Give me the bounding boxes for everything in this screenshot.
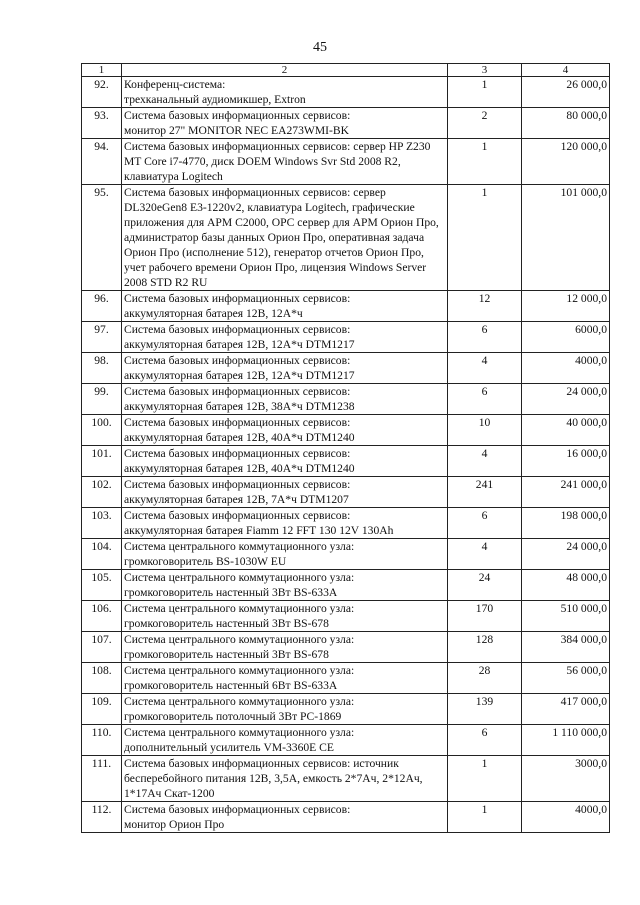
amount-cell: 56 000,0	[522, 663, 610, 694]
table-row	[82, 601, 610, 632]
table-row	[82, 291, 610, 322]
amount-cell: 120 000,0	[522, 139, 610, 185]
row-number-cell: 101.	[82, 446, 122, 477]
amount-cell: 6000,0	[522, 322, 610, 353]
row-number-cell: 107.	[82, 632, 122, 663]
table-row	[82, 446, 610, 477]
table-row	[82, 508, 610, 539]
quantity-cell: 4	[448, 539, 522, 570]
quantity-cell: 1	[448, 185, 522, 291]
description-cell: Система базовых информационных сервисов: аккумуляторная батарея 12В, 12А*ч DTM1217	[122, 353, 448, 384]
row-number-cell: 110.	[82, 725, 122, 756]
quantity-cell: 128	[448, 632, 522, 663]
quantity-cell: 24	[448, 570, 522, 601]
column-header-4: 4	[522, 64, 610, 77]
table-row	[82, 570, 610, 601]
quantity-cell: 2	[448, 108, 522, 139]
table-row	[82, 756, 610, 802]
quantity-cell: 1	[448, 756, 522, 802]
amount-cell: 510 000,0	[522, 601, 610, 632]
amount-cell: 24 000,0	[522, 384, 610, 415]
column-header-2: 2	[122, 64, 448, 77]
quantity-cell: 4	[448, 446, 522, 477]
quantity-cell: 139	[448, 694, 522, 725]
description-cell: Система базовых информационных сервисов: аккумуляторная батарея Fiamm 12 FFT 130 12V 130Ah	[122, 508, 448, 539]
row-number-cell: 92.	[82, 77, 122, 108]
table-row	[82, 694, 610, 725]
quantity-cell: 1	[448, 139, 522, 185]
row-number-cell: 99.	[82, 384, 122, 415]
quantity-cell: 28	[448, 663, 522, 694]
row-number-cell: 100.	[82, 415, 122, 446]
description-cell: Система базовых информационных сервисов: монитор Орион Про	[122, 802, 448, 833]
amount-cell: 198 000,0	[522, 508, 610, 539]
row-number-cell: 98.	[82, 353, 122, 384]
description-cell: Система центрального коммутационного узла: дополнительный усилитель VM-3360E CE	[122, 725, 448, 756]
table-row	[82, 353, 610, 384]
description-cell: Система центрального коммутационного узла: громкоговоритель BS-1030W EU	[122, 539, 448, 570]
column-header-3: 3	[448, 64, 522, 77]
quantity-cell: 6	[448, 322, 522, 353]
amount-cell: 40 000,0	[522, 415, 610, 446]
table-row	[82, 77, 610, 108]
amount-cell: 1 110 000,0	[522, 725, 610, 756]
description-cell: Система базовых информационных сервисов: аккумуляторная батарея 12В, 7А*ч DTM1207	[122, 477, 448, 508]
description-cell: Система базовых информационных сервисов: сервер HP Z230 MT Core i7-4770, диск DOEM Windows Svr Std 2008 R2, клавиатура Logitech	[122, 139, 448, 185]
quantity-cell: 12	[448, 291, 522, 322]
quantity-cell: 6	[448, 725, 522, 756]
row-number-cell: 102.	[82, 477, 122, 508]
row-number-cell: 112.	[82, 802, 122, 833]
amount-cell: 241 000,0	[522, 477, 610, 508]
table-row	[82, 725, 610, 756]
amount-cell: 80 000,0	[522, 108, 610, 139]
amount-cell: 12 000,0	[522, 291, 610, 322]
row-number-cell: 95.	[82, 185, 122, 291]
amount-cell: 3000,0	[522, 756, 610, 802]
quantity-cell: 10	[448, 415, 522, 446]
description-cell: Система базовых информационных сервисов: источник бесперебойного питания 12В, 3,5А, емкость 2*7Ач, 2*12Ач, 1*17Ач Скат-1200	[122, 756, 448, 802]
row-number-cell: 111.	[82, 756, 122, 802]
table-row	[82, 477, 610, 508]
table-row	[82, 539, 610, 570]
row-number-cell: 93.	[82, 108, 122, 139]
row-number-cell: 97.	[82, 322, 122, 353]
table-row	[82, 322, 610, 353]
amount-cell: 24 000,0	[522, 539, 610, 570]
amount-cell: 4000,0	[522, 353, 610, 384]
quantity-cell: 4	[448, 353, 522, 384]
row-number-cell: 106.	[82, 601, 122, 632]
description-cell: Система базовых информационных сервисов: аккумуляторная батарея 12В, 12А*ч DTM1217	[122, 322, 448, 353]
amount-cell: 101 000,0	[522, 185, 610, 291]
amount-cell: 26 000,0	[522, 77, 610, 108]
description-cell: Система базовых информационных сервисов: монитор 27" MONITOR NEC EA273WMI-BK	[122, 108, 448, 139]
amount-cell: 16 000,0	[522, 446, 610, 477]
page-number: 45	[313, 40, 327, 55]
description-cell: Система базовых информационных сервисов: аккумуляторная батарея 12В, 40А*ч DTM1240	[122, 446, 448, 477]
amount-cell: 384 000,0	[522, 632, 610, 663]
description-cell: Конференц-система: трехканальный аудиомикшер, Extron	[122, 77, 448, 108]
equipment-table	[81, 63, 610, 833]
table-header-row	[82, 64, 610, 77]
table-row	[82, 415, 610, 446]
description-cell: Система базовых информационных сервисов: аккумуляторная батарея 12В, 40А*ч DTM1240	[122, 415, 448, 446]
row-number-cell: 94.	[82, 139, 122, 185]
row-number-cell: 105.	[82, 570, 122, 601]
quantity-cell: 6	[448, 508, 522, 539]
description-cell: Система центрального коммутационного узла: громкоговоритель настенный 3Вт BS-678	[122, 601, 448, 632]
description-cell: Система базовых информационных сервисов: сервер DL320eGen8 E3-1220v2, клавиатура Logitech, графические приложения для АРМ С2000, OPC сервер для АРМ Орион Про, администратор базы данных Орион Про, оперативная задача Орион Про (исполнение 512), генератор отчетов Орион Про, учет рабочего времени Орион Про, лицензия Windows Server 2008 STD R2 RU	[122, 185, 448, 291]
table-row	[82, 802, 610, 833]
table-row	[82, 108, 610, 139]
column-header-1: 1	[82, 64, 122, 77]
amount-cell: 417 000,0	[522, 694, 610, 725]
description-cell: Система центрального коммутационного узла: громкоговоритель настенный 6Вт BS-633А	[122, 663, 448, 694]
amount-cell: 48 000,0	[522, 570, 610, 601]
row-number-cell: 108.	[82, 663, 122, 694]
amount-cell: 4000,0	[522, 802, 610, 833]
table-row	[82, 384, 610, 415]
quantity-cell: 170	[448, 601, 522, 632]
table-row	[82, 663, 610, 694]
description-cell: Система базовых информационных сервисов: аккумуляторная батарея 12В, 38А*ч DTM1238	[122, 384, 448, 415]
table-row	[82, 632, 610, 663]
quantity-cell: 6	[448, 384, 522, 415]
row-number-cell: 96.	[82, 291, 122, 322]
table-row	[82, 139, 610, 185]
row-number-cell: 103.	[82, 508, 122, 539]
description-cell: Система центрального коммутационного узла: громкоговоритель потолочный 3Вт PC-1869	[122, 694, 448, 725]
row-number-cell: 104.	[82, 539, 122, 570]
quantity-cell: 1	[448, 77, 522, 108]
table-row	[82, 185, 610, 291]
description-cell: Система базовых информационных сервисов: аккумуляторная батарея 12В, 12А*ч	[122, 291, 448, 322]
description-cell: Система центрального коммутационного узла: громкоговоритель настенный 3Вт BS-678	[122, 632, 448, 663]
description-cell: Система центрального коммутационного узла: громкоговоритель настенный 3Вт BS-633А	[122, 570, 448, 601]
quantity-cell: 1	[448, 802, 522, 833]
quantity-cell: 241	[448, 477, 522, 508]
row-number-cell: 109.	[82, 694, 122, 725]
